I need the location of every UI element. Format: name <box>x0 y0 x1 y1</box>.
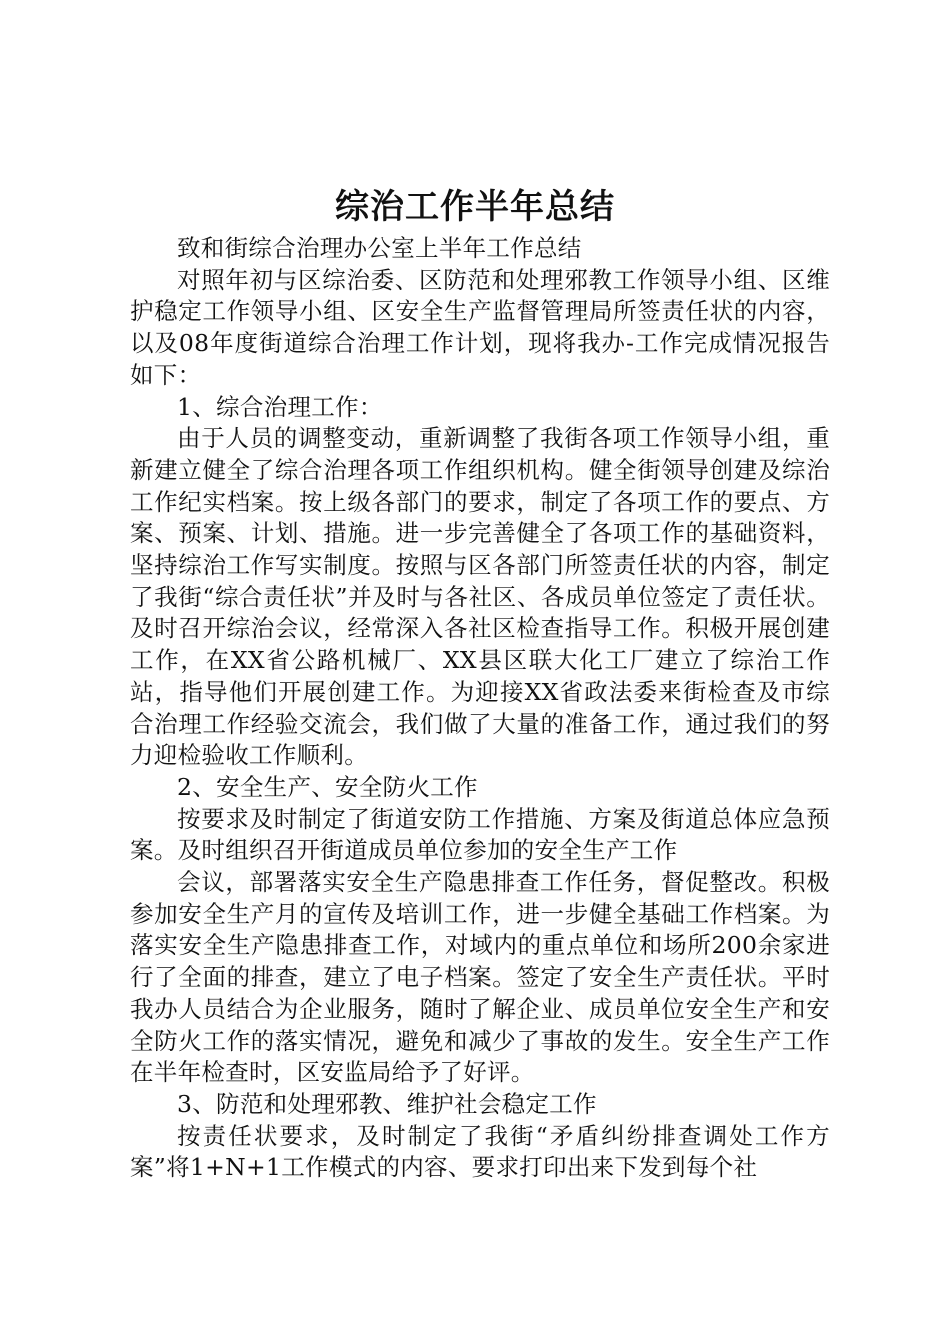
section-heading-comprehensive-governance: 1、综合治理工作： <box>177 392 383 421</box>
document-title: 综治工作半年总结 <box>335 187 615 227</box>
subtitle-paragraph: 致和街综合治理办公室上半年工作总结 <box>177 234 582 262</box>
section-heading-social-stability: 3、防范和处理邪教、维护社会稳定工作 <box>177 1089 597 1118</box>
intro-paragraph: 对照年初与区综治委、区防范和处理邪教工作领导小组、区维护稳定工作领导小组、区安全生产监督管理局所签责任状的内容，以及08年度街道综合治理工作计划，现将我办-工作完成情况报告如下： <box>130 265 830 389</box>
safety-production-paragraph-2: 会议，部署落实安全生产隐患排查工作任务，督促整改。积极参加安全生产月的宣传及培训工作，进一步健全基础工作档案。为落实安全生产隐患排查工作，对域内的重点单位和场所200余家进行了全面的排查，建立了电子档案。签定了安全生产责任状。平时我办人员结合为企业服务，随时了解企业、成员单位安全生产和安全防火工作的落实情况，避免和减少了事故的发生。安全生产工作在半年检查时，区安监局给予了好评。 <box>130 868 830 1087</box>
social-stability-paragraph: 按责任状要求，及时制定了我街“矛盾纠纷排查调处工作方案”将1+N+1工作模式的内容、要求打印出来下发到每个社 <box>130 1121 830 1182</box>
comprehensive-governance-paragraph: 由于人员的调整变动，重新调整了我街各项工作领导小组，重新建立健全了综合治理各项工作组织机构。健全街领导创建及综治工作纪实档案。按上级各部门的要求，制定了各项工作的要点、方案、预案、计划、措施。进一步完善健全了各项工作的基础资料，坚持综治工作写实制度。按照与区各部门所签责任状的内容，制定了我街“综合责任状”并及时与各社区、各成员单位签定了责任状。及时召开综治会议，经常深入各社区检查指导工作。积极开展创建工作，在XX省公路机械厂、XX县区联大化工厂建立了综治工作站，指导他们开展创建工作。为迎接XX省政法委来街检查及市综合治理工作经验交流会，我们做了大量的准备工作，通过我们的努力迎检验收工作顺利。 <box>130 424 830 770</box>
document-body <box>130 233 830 1184</box>
section-heading-safety-production: 2、安全生产、安全防火工作 <box>177 772 478 801</box>
safety-production-paragraph-1: 按要求及时制定了街道安防工作措施、方案及街道总体应急预案。及时组织召开街道成员单位参加的安全生产工作 <box>130 804 830 865</box>
